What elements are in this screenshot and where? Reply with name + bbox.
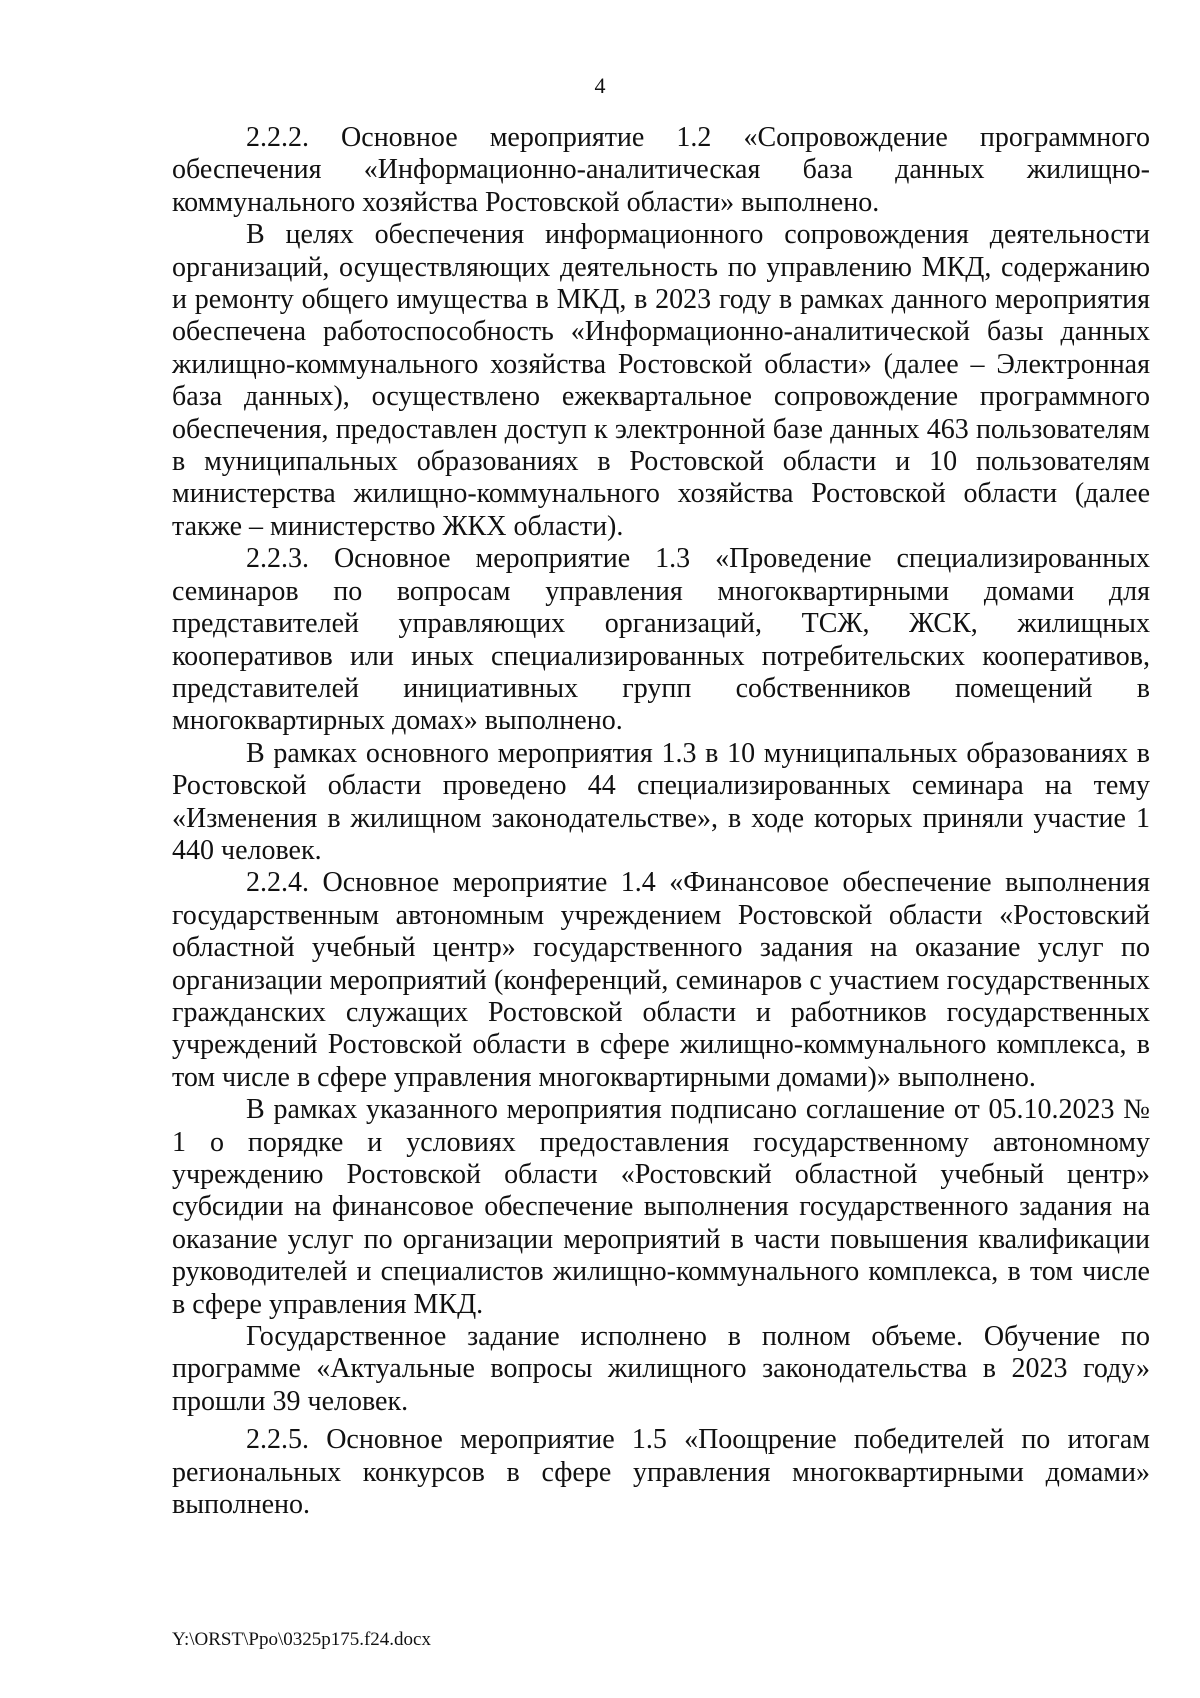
paragraph-seminars-result: В рамках основного мероприятия 1.3 в 10 муниципальных образованиях в Ростовской области проведено 44 специализированных семинара на тему «Изменения в жилищном законодательстве», в ходе которых приняли участие 1 440 человек.: [172, 737, 1150, 866]
footer-file-path: Y:\ORST\Ppo\0325p175.f24.docx: [172, 1629, 431, 1650]
paragraph-state-task: Государственное задание исполнено в полном объеме. Обучение по программе «Актуальные вопросы жилищного законодательства в 2023 году» прошли 39 человек.: [172, 1321, 1150, 1417]
document-body: [172, 122, 1150, 1521]
paragraph-2-2-4: 2.2.4. Основное мероприятие 1.4 «Финансовое обеспечение выполнения государственным автономным учреждением Ростовской области «Ростовский областной учебный центр» государственного задания на оказание услуг по организации мероприятий (конференций, семинаров с участием государственных гражданских служащих Ростовской области и работников государственных учреждений Ростовской области в сфере жилищно-коммунального комплекса, в том числе в сфере управления многоквартирными домами)» выполнено.: [172, 867, 1150, 1093]
paragraph-2-2-3: 2.2.3. Основное мероприятие 1.3 «Проведение специализированных семинаров по вопросам управления многоквартирными домами для представителей управляющих организаций, ТСЖ, ЖСК, жилищных кооперативов или иных специализированных потребительских кооперативов, представителей инициативных групп собственников помещений в многоквартирных домах» выполнено.: [172, 543, 1150, 737]
page-number: 4: [594, 73, 606, 98]
paragraph-2-2-2: 2.2.2. Основное мероприятие 1.2 «Сопровождение программного обеспечения «Информационно-аналитическая база данных жилищно-коммунального хозяйства Ростовской области» выполнено.: [172, 122, 1150, 218]
paragraph-agreement: В рамках указанного мероприятия подписано соглашение от 05.10.2023 № 1 о порядке и условиях предоставления государственному автономному учреждению Ростовской области «Ростовский областной учебный центр» субсидии на финансовое обеспечение выполнения государственного задания на оказание услуг по организации мероприятий в части повышения квалификации руководителей и специалистов жилищно-коммунального комплекса, в том числе в сфере управления МКД.: [172, 1094, 1150, 1320]
paragraph-information-support: В целях обеспечения информационного сопровождения деятельности организаций, осуществляющих деятельность по управлению МКД, содержанию и ремонту общего имущества в МКД, в 2023 году в рамках данного мероприятия обеспечена работоспособность «Информационно-аналитической базы данных жилищно-коммунального хозяйства Ростовской области» (далее – Электронная база данных), осуществлено ежеквартальное сопровождение программного обеспечения, предоставлен доступ к электронной базе данных 463 пользователям в муниципальных образованиях в Ростовской области и 10 пользователям министерства жилищно-коммунального хозяйства Ростовской области (далее также – министерство ЖКХ области).: [172, 219, 1150, 542]
paragraph-2-2-5: 2.2.5. Основное мероприятие 1.5 «Поощрение победителей по итогам региональных конкурсов в сфере управления многоквартирными домами» выполнено.: [172, 1424, 1150, 1521]
